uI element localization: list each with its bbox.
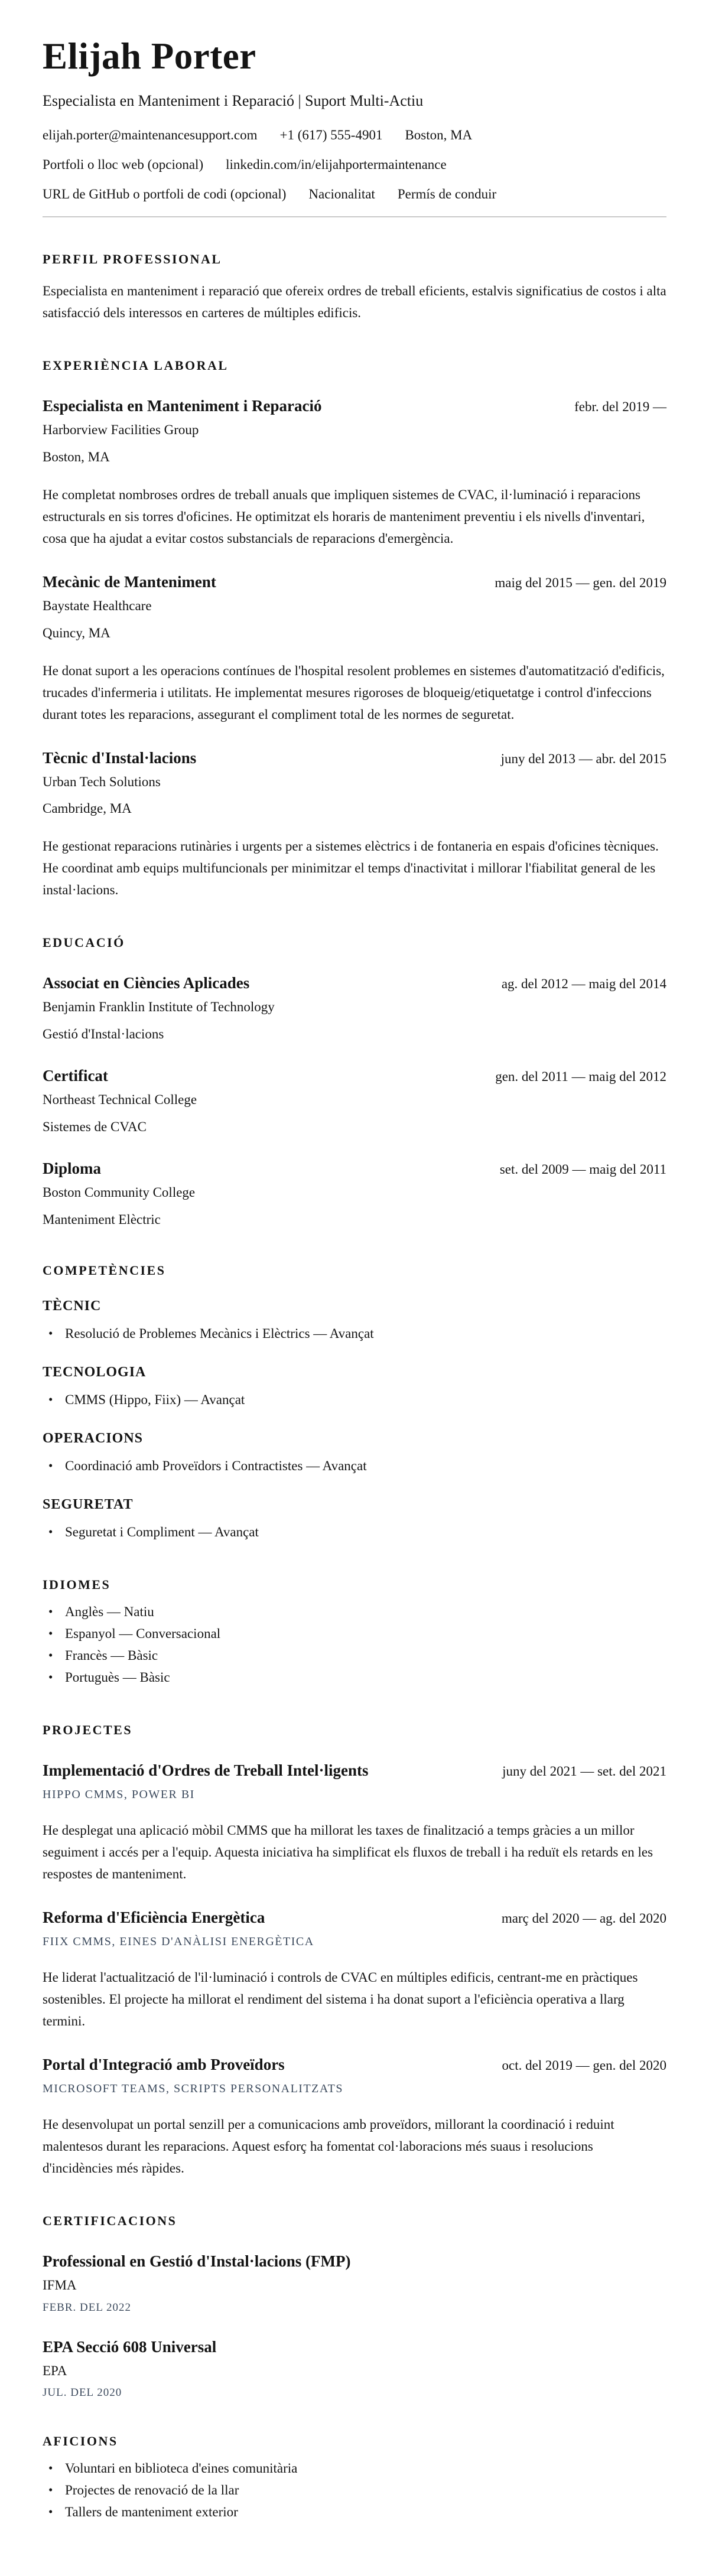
- job-location: Quincy, MA: [43, 625, 110, 640]
- project-tech: HIPPO CMMS, POWER BI: [43, 1787, 195, 1801]
- project-dates: juny del 2021 — set. del 2021: [502, 1763, 666, 1779]
- skill-group-label: SEGURETAT: [43, 1496, 134, 1512]
- job-location: Cambridge, MA: [43, 801, 132, 816]
- experience-entry: [43, 573, 666, 725]
- contact-linkedin: linkedin.com/in/elijahportermaintenance: [226, 157, 447, 172]
- project-description: He liderat l'actualització de l'il·luminació i controls de CVAC en múltiples edificis, centrant-me en pràctiques sostenibles. El projecte ha millorat el rendiment del sistema i ha donat suport a l'eficiència operativa a llarg termini.: [43, 1969, 638, 2028]
- contact-row-3: [43, 180, 666, 209]
- certification-entry: [43, 2252, 666, 2314]
- certification-org: IFMA: [43, 2277, 77, 2292]
- job-description: He gestionat reparacions rutinàries i urgents per a sistemes elèctrics i de fontaneria en espais d'oficines tècniques. He coordinat amb equips multifuncionals per minimitzar el temps d'inactivitat i millorar l'fiabilitat general de les instal·lacions.: [43, 839, 659, 898]
- experience-entry-head: [43, 573, 666, 591]
- resume-header: [43, 37, 666, 217]
- project-tech: MICROSOFT TEAMS, SCRIPTS PERSONALITZATS: [43, 2082, 343, 2095]
- degree-dates: set. del 2009 — maig del 2011: [499, 1161, 666, 1177]
- project-description: He desenvolupat un portal senzill per a comunicacions amb proveïdors, millorant la coordinació i reduint malentesos durant les reparacions. Aquest esforç ha fomentat col·laboracions més suaus i resolucions d'incidències més ràpides.: [43, 2116, 614, 2176]
- skill-item: • Resolució de Problemes Mecànics i Elèctrics — Avançat: [43, 1323, 666, 1344]
- skill-group-label: TECNOLOGIA: [43, 1364, 147, 1380]
- person-headline: Especialista en Manteniment i Reparació | Suport Multi-Actiu: [43, 92, 424, 110]
- projects-heading: PROJECTES: [43, 1722, 133, 1737]
- project-entry-head: [43, 1761, 666, 1780]
- experience-entry-head: [43, 397, 666, 415]
- skills-heading: COMPETÈNCIES: [43, 1262, 166, 1278]
- job-dates: juny del 2013 — abr. del 2015: [500, 751, 666, 766]
- languages-heading: IDIOMES: [43, 1577, 111, 1592]
- certification-title: Professional en Gestió d'Instal·lacions (FMP): [43, 2252, 351, 2270]
- section-experience: [43, 358, 666, 901]
- header-divider: [43, 216, 666, 217]
- job-company: Baystate Healthcare: [43, 598, 152, 613]
- project-title: Implementació d'Ordres de Treball Intel·ligents: [43, 1761, 369, 1779]
- section-certifications: [43, 2213, 666, 2400]
- project-dates: març del 2020 — ag. del 2020: [501, 1910, 666, 1926]
- project-title: Reforma d'Eficiència Energètica: [43, 1908, 265, 1926]
- language-item: • Francès — Bàsic: [43, 1644, 666, 1666]
- job-title: Tècnic d'Instal·lacions: [43, 748, 197, 767]
- contact-row-1: [43, 121, 666, 150]
- project-entry-head: [43, 1909, 666, 1927]
- job-company: Harborview Facilities Group: [43, 422, 199, 437]
- skill-item: • Coordinació amb Proveïdors i Contractistes — Avançat: [43, 1455, 666, 1477]
- profile-heading: PERFIL PROFESSIONAL: [43, 251, 222, 266]
- school-name: Boston Community College: [43, 1184, 196, 1200]
- skill-group-label: TÈCNIC: [43, 1298, 102, 1314]
- skill-item: • CMMS (Hippo, Fiix) — Avançat: [43, 1389, 666, 1411]
- contact-nationality-placeholder: Nacionalitat: [308, 186, 375, 201]
- education-entry-head: [43, 1160, 666, 1178]
- project-tech: FIIX CMMS, EINES D'ANÀLISI ENERGÈTICA: [43, 1935, 314, 1948]
- hobby-item: • Voluntari en biblioteca d'eines comunitària: [43, 2457, 666, 2479]
- project-description: He desplegat una aplicació mòbil CMMS que ha millorat les taxes de finalització a temps gràcies a un millor seguiment i accés per a l'equip. Aquesta iniciativa ha simplificat els fluxos de treball i ha reduït els retards en les respostes de manteniment.: [43, 1822, 653, 1881]
- education-entry: [43, 1160, 666, 1229]
- education-entry: [43, 974, 666, 1043]
- field-of-study: Gestió d'Instal·lacions: [43, 1027, 164, 1042]
- job-company: Urban Tech Solutions: [43, 774, 161, 789]
- education-entry-head: [43, 1067, 666, 1085]
- experience-heading: EXPERIÈNCIA LABORAL: [43, 357, 229, 373]
- degree-title: Associat en Ciències Aplicades: [43, 974, 250, 992]
- job-description: He donat suport a les operacions contínues de l'hospital resolent problemes en sistemes d'automatització d'edificis, trucades d'infermeria i utilitats. He implementat mesures rigoroses de bloqueig/etiquetatge i control d'infeccions durant totes les reparacions, assegurant el compliment total de les normes de seguretat.: [43, 663, 665, 722]
- hobbies-heading: AFICIONS: [43, 2434, 118, 2449]
- field-of-study: Manteniment Elèctric: [43, 1212, 161, 1227]
- degree-title: Certificat: [43, 1067, 108, 1085]
- certification-org: EPA: [43, 2363, 67, 2378]
- section-education: [43, 935, 666, 1228]
- project-entry: [43, 1761, 666, 1885]
- project-entry: [43, 2056, 666, 2179]
- contact-portfolio-placeholder: Portfoli o lloc web (opcional): [43, 157, 204, 172]
- hobby-item: • Tallers de manteniment exterior: [43, 2501, 666, 2523]
- contact-phone: +1 (617) 555-4901: [279, 127, 383, 142]
- degree-dates: gen. del 2011 — maig del 2012: [495, 1069, 666, 1085]
- skill-group-operacions: [43, 1431, 666, 1477]
- degree-dates: ag. del 2012 — maig del 2014: [501, 976, 666, 992]
- hobby-list: [43, 2457, 666, 2523]
- section-hobbies: [43, 2434, 666, 2523]
- education-entry-head: [43, 974, 666, 992]
- skill-group-tecnologia: [43, 1364, 666, 1411]
- experience-entry: [43, 397, 666, 549]
- language-item: • Anglès — Natiu: [43, 1601, 666, 1623]
- skill-group-tecnic: [43, 1298, 666, 1344]
- section-skills: [43, 1263, 666, 1543]
- job-dates: febr. del 2019 —: [574, 399, 666, 414]
- job-title: Especialista en Manteniment i Reparació: [43, 396, 322, 415]
- job-location: Boston, MA: [43, 449, 110, 464]
- section-profile: [43, 252, 666, 324]
- contact-row-2: [43, 150, 666, 180]
- education-entry: [43, 1067, 666, 1136]
- contact-driving-license-placeholder: Permís de conduir: [397, 186, 497, 201]
- education-heading: EDUCACIÓ: [43, 935, 125, 950]
- contact-location: Boston, MA: [405, 127, 473, 142]
- project-entry: [43, 1909, 666, 2032]
- experience-entry-head: [43, 749, 666, 767]
- language-item: • Portuguès — Bàsic: [43, 1666, 666, 1688]
- school-name: Benjamin Franklin Institute of Technology: [43, 999, 275, 1015]
- language-list: [43, 1601, 666, 1688]
- skill-list: [43, 1389, 666, 1411]
- contact-email: elijah.porter@maintenancesupport.com: [43, 127, 258, 142]
- school-name: Northeast Technical College: [43, 1092, 197, 1108]
- degree-title: Diploma: [43, 1159, 102, 1177]
- contact-info: [43, 121, 666, 209]
- language-item: • Espanyol — Conversacional: [43, 1623, 666, 1644]
- field-of-study: Sistemes de CVAC: [43, 1119, 147, 1134]
- hobby-item: • Projectes de renovació de la llar: [43, 2479, 666, 2501]
- section-languages: [43, 1577, 666, 1688]
- certification-entry: [43, 2338, 666, 2400]
- skill-list: [43, 1455, 666, 1477]
- project-entry-head: [43, 2056, 666, 2074]
- project-dates: oct. del 2019 — gen. del 2020: [502, 2057, 666, 2073]
- certifications-heading: CERTIFICACIONS: [43, 2213, 177, 2228]
- experience-entry: [43, 749, 666, 901]
- job-title: Mecànic de Manteniment: [43, 572, 216, 591]
- person-name: Elijah Porter: [43, 35, 256, 77]
- certification-title: EPA Secció 608 Universal: [43, 2337, 217, 2356]
- skill-list: [43, 1521, 666, 1543]
- skill-item: • Seguretat i Compliment — Avançat: [43, 1521, 666, 1543]
- section-projects: [43, 1722, 666, 2179]
- contact-github-placeholder: URL de GitHub o portfoli de codi (opcional): [43, 186, 287, 201]
- skill-group-label: OPERACIONS: [43, 1430, 144, 1446]
- job-description: He completat nombroses ordres de treball anuals que impliquen sistemes de CVAC, il·luminació i reparacions estructurals en sis torres d'oficines. He optimitzat els horaris de manteniment preventiu i els nivells d'inventari, cosa que ha ajudat a evitar costos substancials de reparacions d'emergència.: [43, 487, 645, 546]
- certification-date: FEBR. DEL 2022: [43, 2301, 131, 2314]
- profile-summary: Especialista en manteniment i reparació que ofereix ordres de treball eficients, estalvis significatius de costos i alta satisfacció dels interessos en carteres de múltiples edificis.: [43, 283, 666, 320]
- project-title: Portal d'Integració amb Proveïdors: [43, 2055, 285, 2073]
- skill-group-seguretat: [43, 1497, 666, 1543]
- certification-date: JUL. DEL 2020: [43, 2386, 122, 2399]
- job-dates: maig del 2015 — gen. del 2019: [495, 575, 666, 590]
- skill-list: [43, 1323, 666, 1344]
